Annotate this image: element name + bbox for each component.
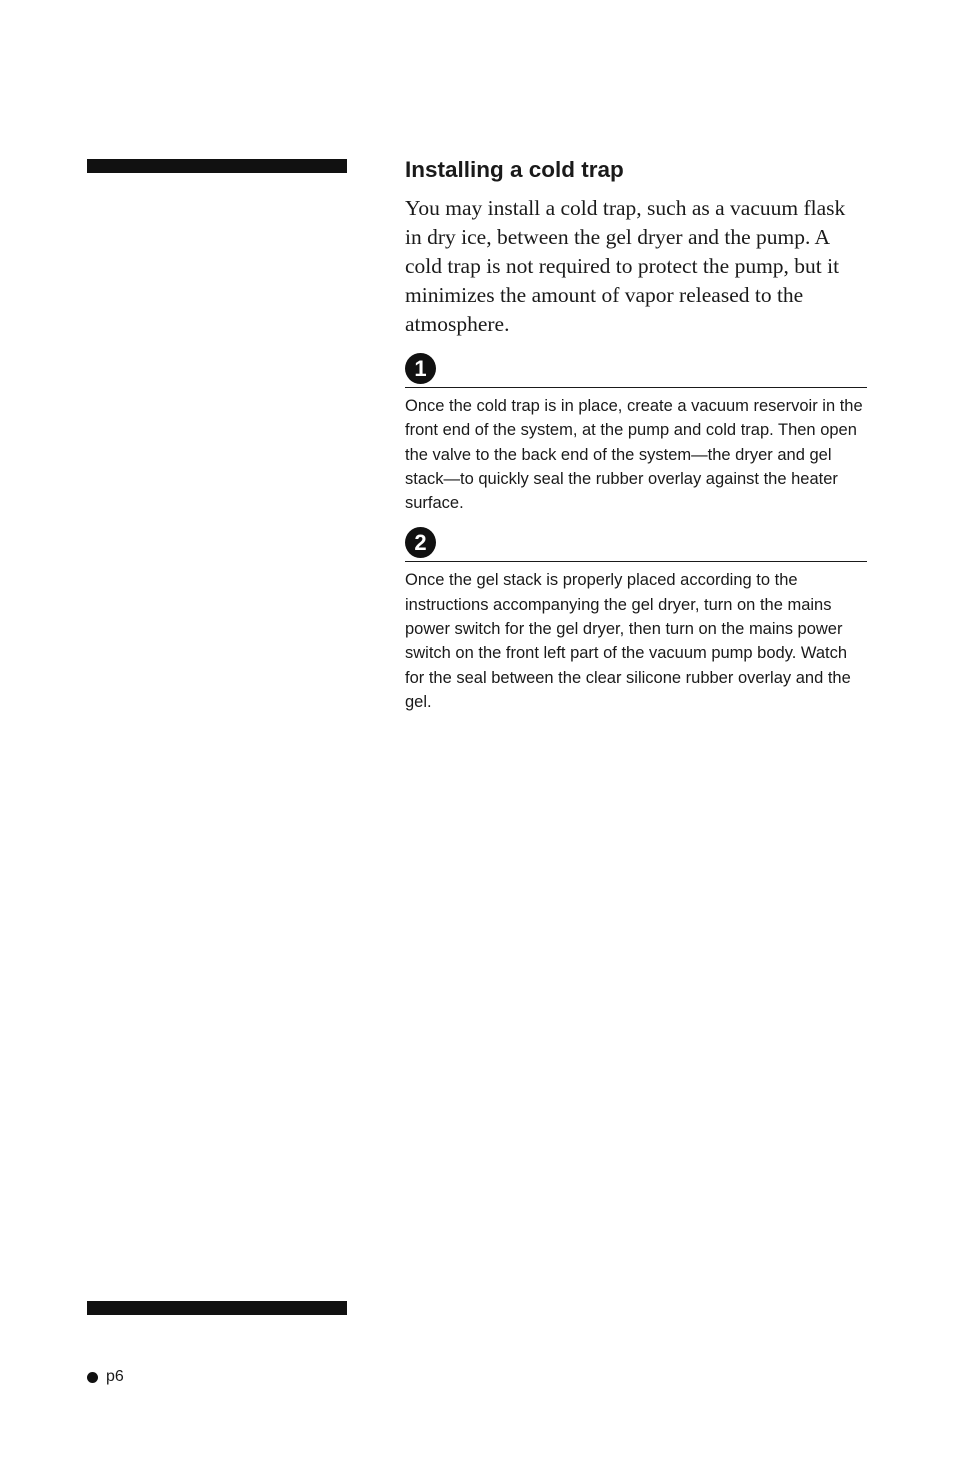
step-2 <box>405 527 867 714</box>
step-1 <box>405 353 867 515</box>
step-1-text: Once the cold trap is in place, create a vacuum reservoir in the front end of the system, at the pump and cold trap. Then open the valve to the back end of the system—the dryer and gel stack—to quickly seal the rubber overlay against the heater surface. <box>405 397 863 513</box>
main-content <box>405 155 867 714</box>
page-number: p6 <box>106 1368 124 1385</box>
bullet-icon <box>87 1372 98 1383</box>
step-2-header <box>405 527 867 562</box>
step-2-text: Once the gel stack is properly placed according to the instructions accompanying the gel dryer, turn on the mains power switch for the gel dryer, then turn on the mains power switch on the front left part of the vacuum pump body. Watch for the seal between the clear silicone rubber overlay and the gel. <box>405 571 851 711</box>
intro-paragraph: You may install a cold trap, such as a vacuum flask in dry ice, between the gel dryer and the pump. A cold trap is not required to protect the pump, but it minimizes the amount of vapor released to the atmosphere. <box>405 196 846 336</box>
step-number-badge: 2 <box>405 527 436 558</box>
bottom-divider-bar <box>87 1301 347 1315</box>
section-title: Installing a cold trap <box>405 157 624 182</box>
top-divider-bar <box>87 159 347 173</box>
step-1-header <box>405 353 867 388</box>
step-number-badge: 1 <box>405 353 436 384</box>
page-footer <box>87 1366 124 1388</box>
